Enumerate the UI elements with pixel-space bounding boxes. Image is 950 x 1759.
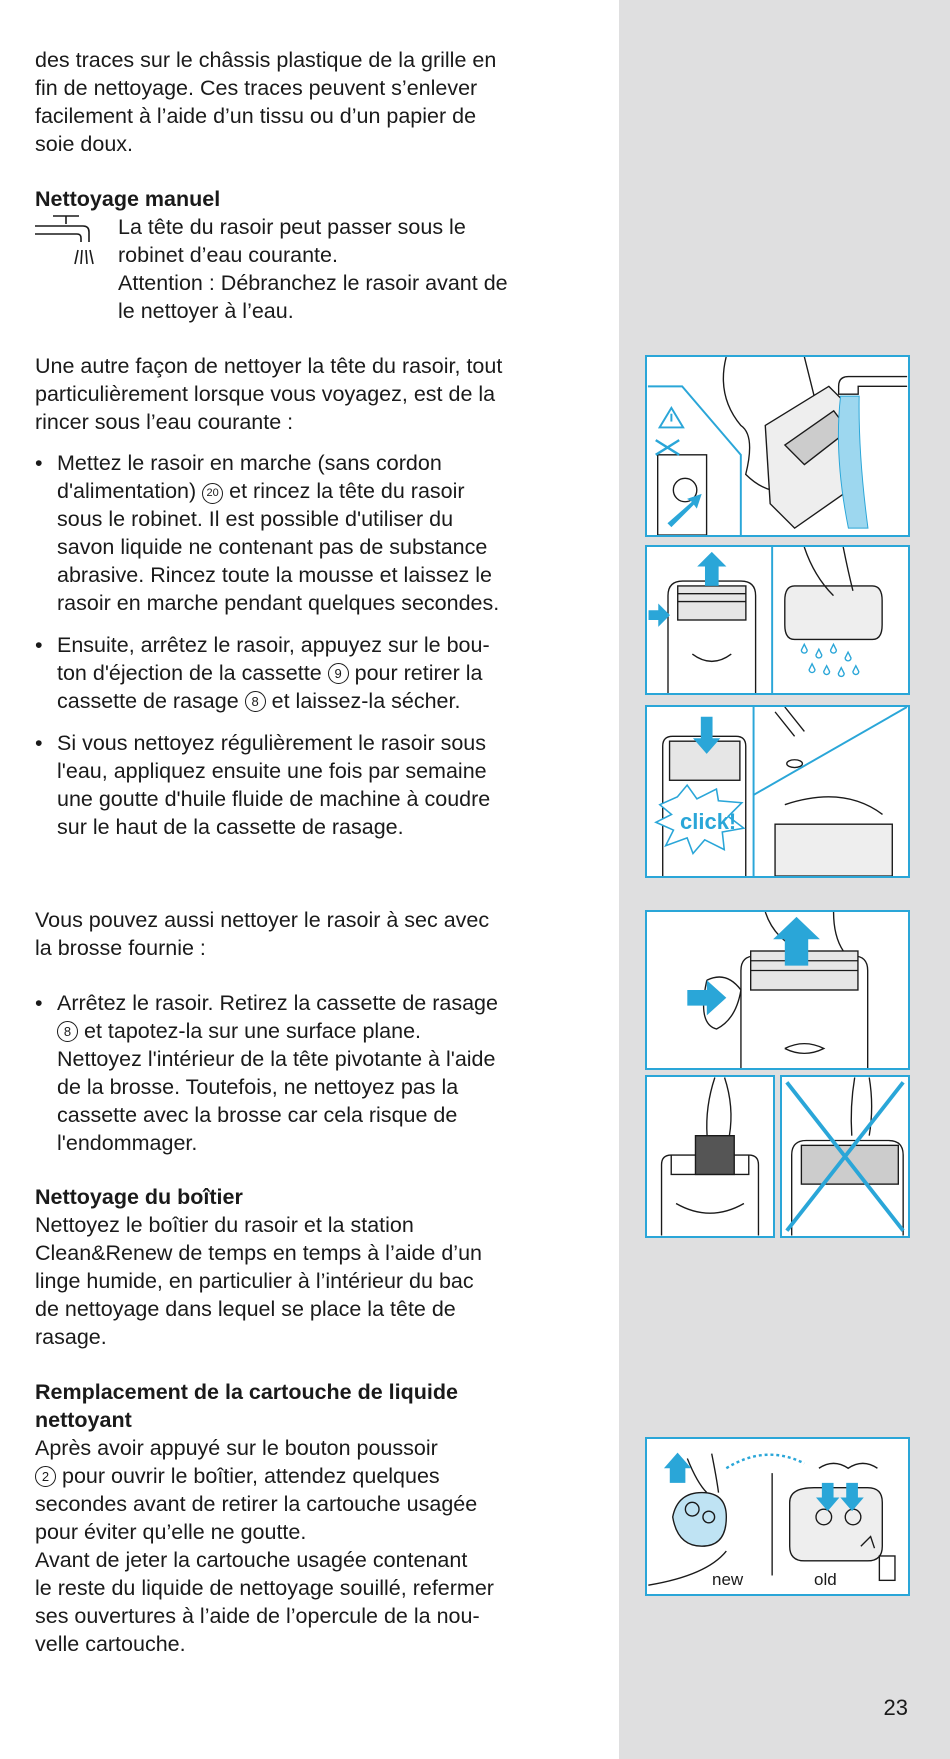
text-line: Nettoyez le boîtier du rasoir et la station [35,1213,414,1237]
text-line: Attention : Débranchez le rasoir avant de [118,271,508,295]
section-heading: nettoyant [35,1408,132,1432]
text-line: velle cartouche. [35,1632,186,1656]
page-number: 23 [883,1695,908,1720]
intro-paragraph [35,46,580,158]
section-heading: Nettoyage du boîtier [35,1185,243,1209]
new-label: new [712,1570,744,1589]
list-item [35,989,580,1157]
list-item [35,449,580,617]
text-line: rasage. [35,1325,107,1349]
text-line: linge humide, en particulier à l’intérieur du bac [35,1269,474,1293]
text-line: Nettoyez l'intérieur de la tête pivotante à l'aide [57,1047,496,1071]
text-line: particulièrement lorsque vous voyagez, est de la [35,382,496,406]
text-line: savon liquide ne contenant pas de substance [57,535,488,559]
figure-brush-cassette-forbidden [780,1075,910,1238]
reference-number: 9 [328,663,349,684]
text-line: rincer sous l’eau courante : [35,410,294,434]
reference-number: 8 [245,691,266,712]
text-line: l'eau, appliquez ensuite une fois par semaine [57,759,487,783]
text-line [57,687,580,715]
text-span: pour retirer la [354,661,483,685]
text-line [57,1017,580,1045]
manual-cleaning-section [35,185,580,213]
text-span: ton d'éjection de la cassette [57,661,322,685]
housing-cleaning-section [35,1183,580,1351]
text-line: secondes avant de retirer la cartouche usagée [35,1492,478,1516]
text-line: • Si vous nettoyez régulièrement le rasoir sous [57,731,487,755]
figure-brush-head [645,1075,775,1238]
dry-cleaning-paragraph [35,906,580,962]
text-line: abrasive. Rincez toute la mousse et laissez le [57,563,492,587]
text-line: de la brosse. Toutefois, ne nettoyez pas la [57,1075,459,1099]
text-span: pour ouvrir le boîtier, attendez quelques [61,1464,440,1488]
dry-cleaning-bullets [35,989,580,1157]
text-line: Une autre façon de nettoyer la tête du rasoir, tout [35,354,503,378]
figure-eject-cassette [645,545,910,695]
text-line: des traces sur le châssis plastique de la grille en [35,48,497,72]
text-line: de nettoyage dans lequel se place la tête de [35,1297,456,1321]
section-heading: Remplacement de la cartouche de liquide [35,1380,458,1404]
faucet-icon [33,212,103,282]
figure-rinse-under-tap [645,355,910,537]
text-line: la brosse fournie : [35,936,206,960]
section-heading: Nettoyage manuel [35,187,221,211]
text-span: d'alimentation) [57,479,197,503]
text-line: cassette avec la brosse car cela risque de [57,1103,458,1127]
text-line: robinet d’eau courante. [118,243,338,267]
list-item [35,631,580,715]
text-line: sur le haut de la cassette de rasage. [57,815,404,839]
figure-remove-cassette [645,910,910,1070]
text-line: Avant de jeter la cartouche usagée contenant [35,1548,468,1572]
text-line: fin de nettoyage. Ces traces peuvent s’enlever [35,76,478,100]
text-line: le nettoyer à l’eau. [118,299,294,323]
cartridge-section [35,1378,580,1658]
text-line [57,477,580,505]
figure-cartridge-replacement [645,1437,910,1596]
reference-number: 20 [202,483,223,504]
text-line: Vous pouvez aussi nettoyer le rasoir à sec avec [35,908,490,932]
text-line: rasoir en marche pendant quelques secondes. [57,591,500,615]
text-line: pour éviter qu’elle ne goutte. [35,1520,307,1544]
text-line: • Mettez le rasoir en marche (sans cordon [57,451,442,475]
click-label: click! [680,809,737,834]
text-line: soie doux. [35,132,134,156]
reference-number: 2 [35,1466,56,1487]
text-line: ses ouvertures à l’aide de l’opercule de la nou- [35,1604,480,1628]
text-line: sous le robinet. Il est possible d'utiliser du [57,507,454,531]
text-span: et rincez la tête du rasoir [229,479,465,503]
text-line: le reste du liquide de nettoyage souillé, refermer [35,1576,494,1600]
text-line: Clean&Renew de temps en temps à l’aide d’un [35,1241,482,1265]
text-line: Après avoir appuyé sur le bouton poussoir [35,1436,438,1460]
rinse-bullets [35,449,580,841]
text-line: • Arrêtez le rasoir. Retirez la cassette de rasage [57,991,498,1015]
text-span: cassette de rasage [57,689,239,713]
text-line [35,1462,580,1490]
text-line: La tête du rasoir peut passer sous le [118,215,466,239]
old-label: old [814,1570,837,1589]
text-line: l'endommager. [57,1131,198,1155]
text-span: et laissez-la sécher. [271,689,461,713]
text-span: et tapotez-la sur une surface plane. [83,1019,422,1043]
manual-cleaning-text [118,213,588,325]
list-item [35,729,580,841]
reference-number: 8 [57,1021,78,1042]
text-line: facilement à l’aide d’un tissu ou d’un papier de [35,104,477,128]
text-line: • Ensuite, arrêtez le rasoir, appuyez sur le bou- [57,633,490,657]
rinse-paragraph [35,352,580,436]
text-line [57,659,580,687]
figure-oil-and-click [645,705,910,878]
text-line: une goutte d'huile fluide de machine à coudre [57,787,491,811]
